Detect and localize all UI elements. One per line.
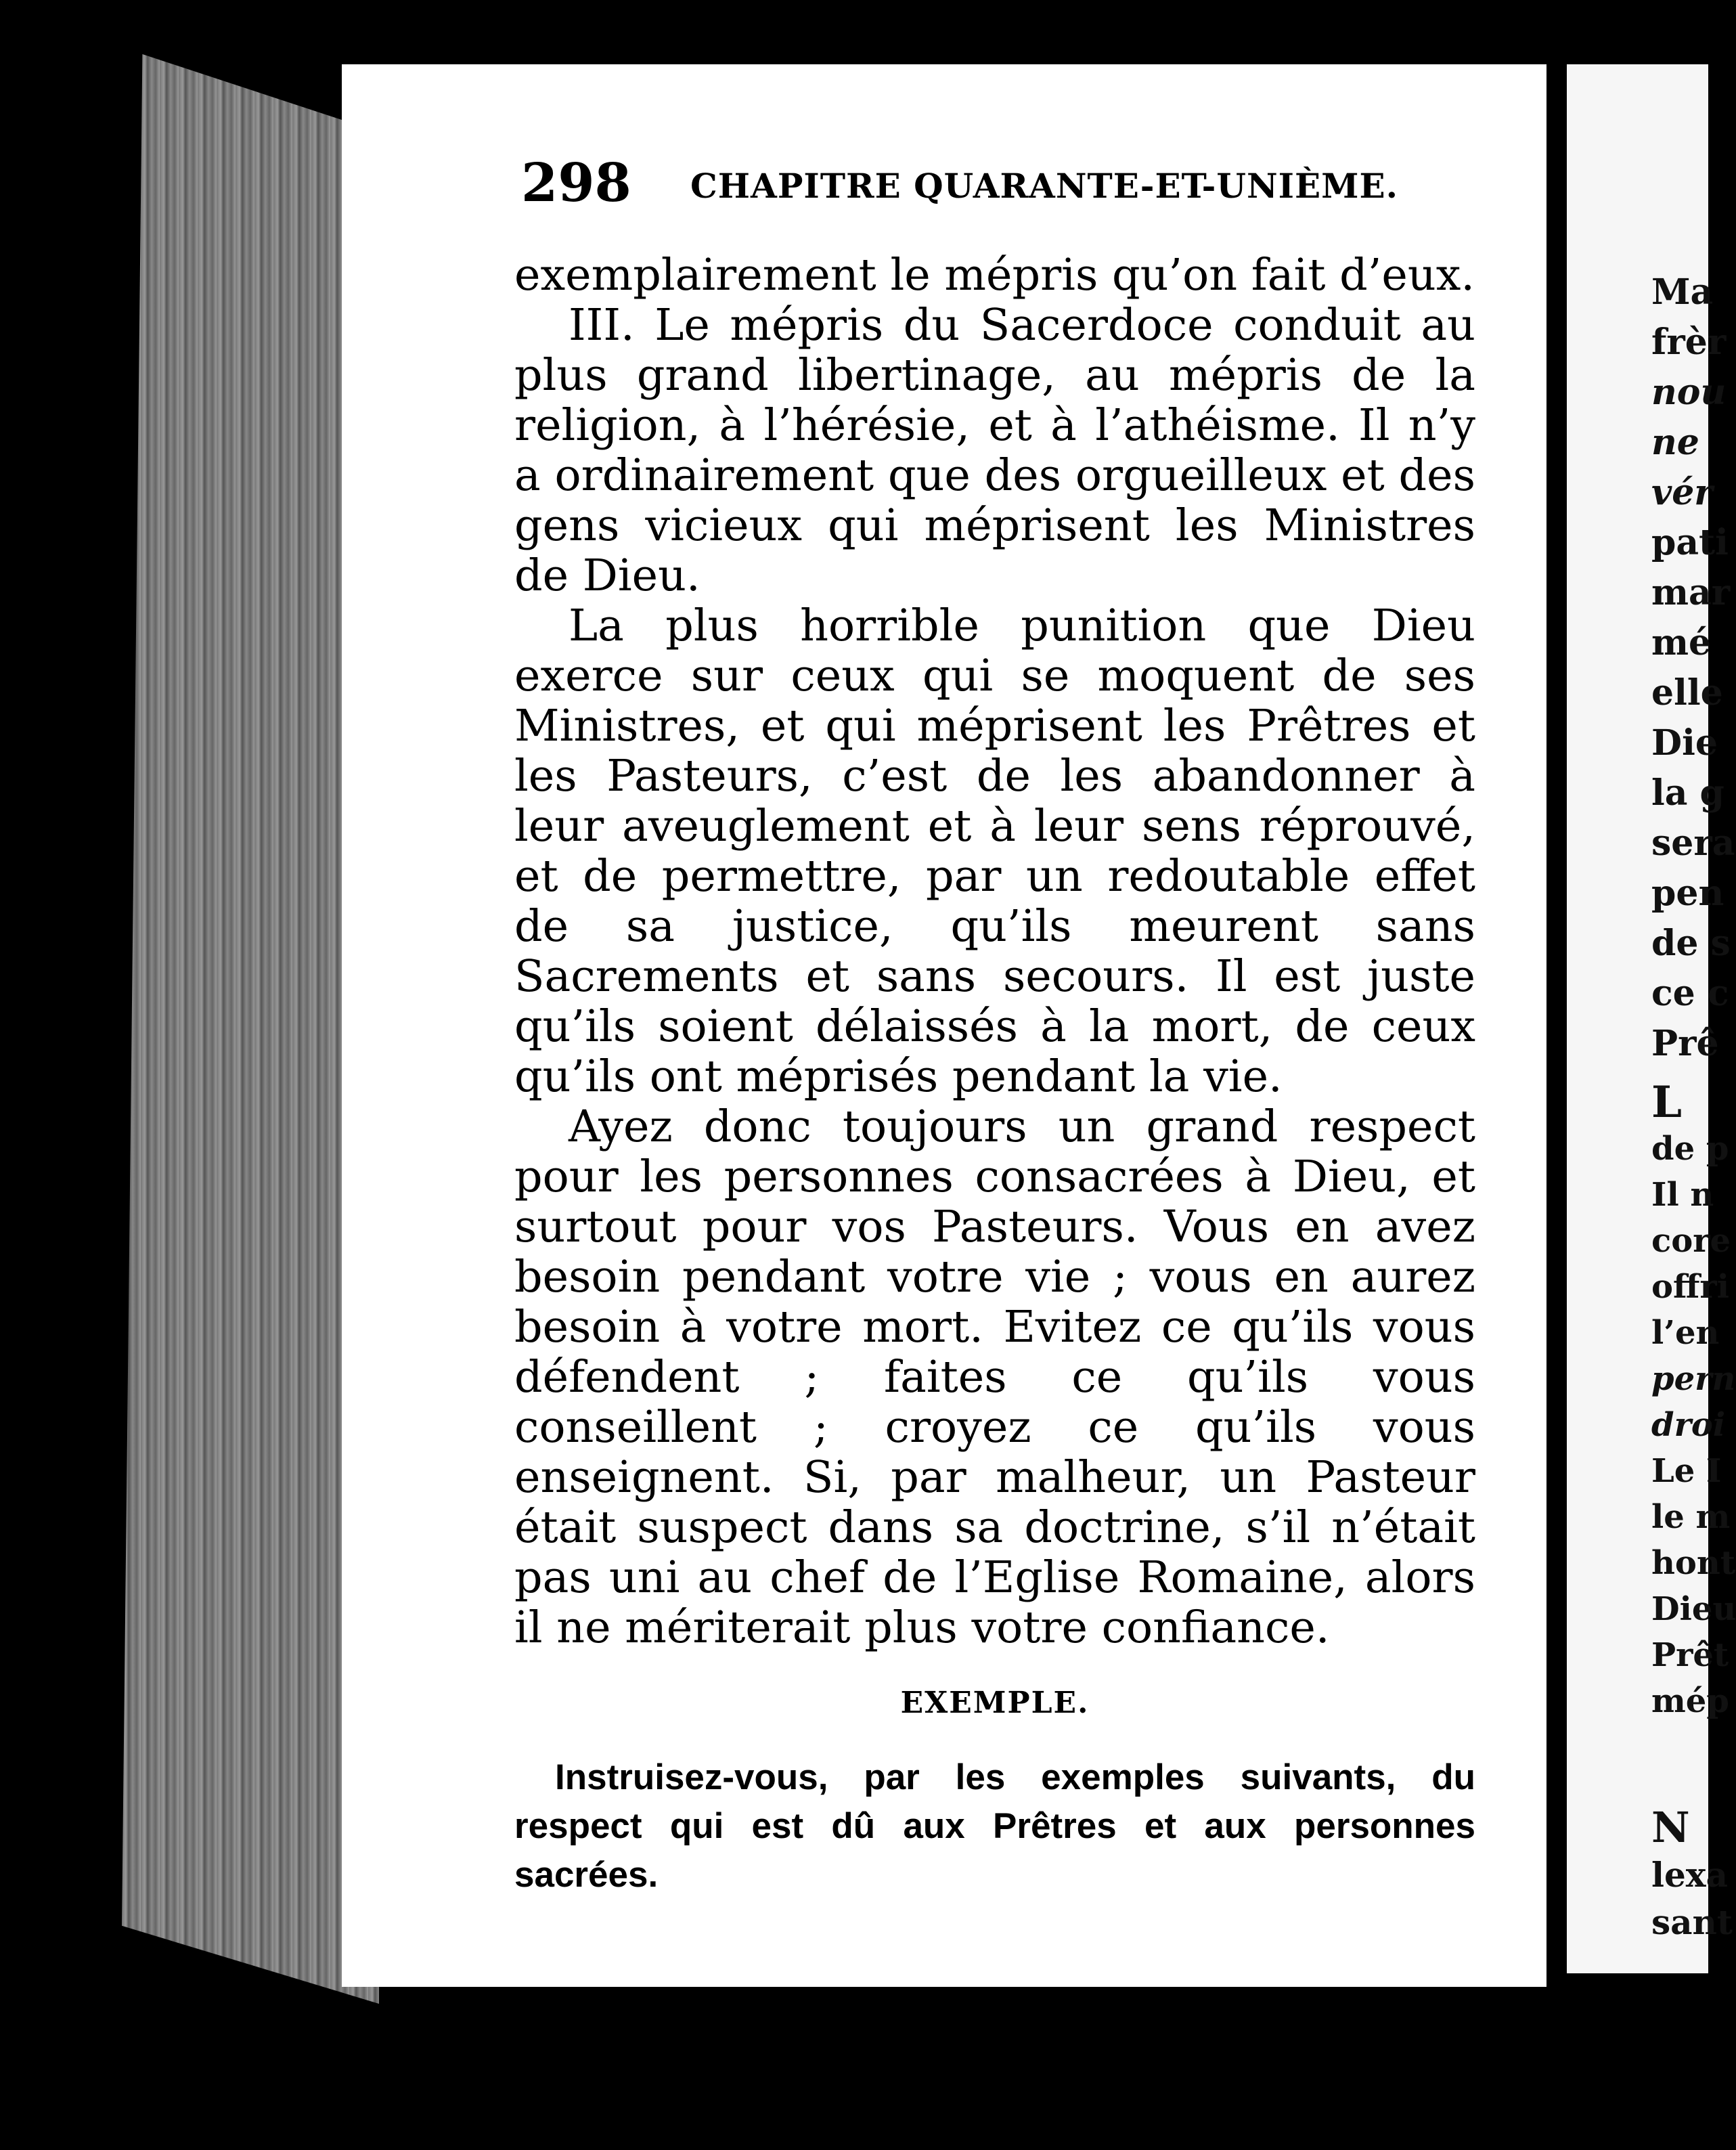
fragment-line: L <box>1651 1077 1682 1128</box>
fragment-line: hont <box>1651 1544 1735 1582</box>
fragment-line: N <box>1651 1803 1690 1852</box>
fragment-line: pati <box>1651 522 1729 563</box>
book-gutter <box>1546 54 1567 2017</box>
fragment-line: offri <box>1651 1268 1729 1306</box>
fragment-line: core <box>1651 1222 1731 1260</box>
paragraph: La plus horrible punition que Dieu exerce sur ceux qui se moquent de ses Ministres, et qui méprisent les Prêtres et les Pasteurs, c’est de les abandonner à leur aveuglement et à leur sens réprouvé, et de permettre, par un redoutable effet de sa justice, qu’ils meurent sans Sacrements et sans secours. Il est juste qu’ils soient délaissés à la mort, de ceux qu’ils ont méprisés pendant la vie. <box>514 600 1475 1102</box>
fragment-line: ce c <box>1651 973 1729 1014</box>
fragment-line: Die <box>1651 722 1718 764</box>
fragment-line: mar <box>1651 572 1731 613</box>
right-page-text-block-1 <box>1651 267 1735 1069</box>
fragment-line: la g <box>1651 772 1724 814</box>
fragment-line: sera <box>1651 822 1735 864</box>
fragment-line: l’en <box>1651 1314 1720 1352</box>
fragment-line: elle <box>1651 672 1723 714</box>
fragment-line: le m <box>1651 1498 1731 1536</box>
fragment-line: pern <box>1651 1360 1736 1398</box>
page-number: 298 <box>521 152 631 214</box>
fragment-line: sant <box>1651 1902 1733 1942</box>
fragment-line: vér <box>1651 472 1713 513</box>
fragment-line: Il n <box>1651 1176 1714 1214</box>
fragment-line: ne <box>1651 422 1699 463</box>
chapter-body <box>514 250 1475 1653</box>
fragment-line: de s <box>1651 923 1731 964</box>
fragment-line: Prê <box>1651 1023 1719 1064</box>
fragment-line: nou <box>1651 372 1727 413</box>
page-header <box>521 152 1482 220</box>
right-page-fragment <box>1567 64 1736 1973</box>
fragment-line: lexa <box>1651 1855 1729 1895</box>
paragraph: III. Le mépris du Sacerdoce conduit au plus grand libertinage, au mépris de la religion, à l’hérésie, et à l’athéisme. Il n’y a ordinairement que des orgueilleux et des gens vicieux qui méprisent les Ministres de Dieu. <box>514 300 1475 601</box>
fragment-line: droi <box>1651 1406 1726 1444</box>
fragment-line: mé <box>1651 622 1712 663</box>
fragment-line: Dieu <box>1651 1590 1736 1628</box>
paragraph: exemplairement le mépris qu’on fait d’eux. <box>514 250 1475 301</box>
fragment-line: de p <box>1651 1130 1729 1168</box>
running-head: CHAPITRE QUARANTE-ET-UNIÈME. <box>690 166 1399 206</box>
fragment-line: mép <box>1651 1682 1729 1720</box>
paragraph: Ayez donc toujours un grand respect pour les personnes consacrées à Dieu, et surtout pour vos Pasteurs. Vous en avez besoin pendant votre vie ; vous en aurez besoin à votre mort. Evitez ce qu’ils vous défendent ; faites ce qu’ils vous conseillent ; croyez ce qu’ils vous enseignent. Si, par malheur, un Pasteur était suspect dans sa doctrine, s’il n’était pas uni au chef de l’Eglise Romaine, alors il ne mériterait plus votre confiance. <box>514 1101 1475 1653</box>
fragment-line: frèr <box>1651 322 1727 363</box>
exemple-text: Instruisez-vous, par les exemples suivants, du respect qui est dû aux Prêtres et aux personnes sacrées. <box>514 1757 1475 1895</box>
book-page-edges <box>122 54 379 2004</box>
fragment-line: Ma <box>1651 271 1714 313</box>
right-page-text-block-3 <box>1651 1804 1733 1946</box>
fragment-line: Le I <box>1651 1452 1722 1490</box>
fragment-line: Prêt <box>1651 1636 1729 1674</box>
exemple-heading: EXEMPLE. <box>900 1686 1090 1720</box>
right-page-text-block-2 <box>1651 1077 1736 1724</box>
fragment-line: pen <box>1651 873 1724 914</box>
